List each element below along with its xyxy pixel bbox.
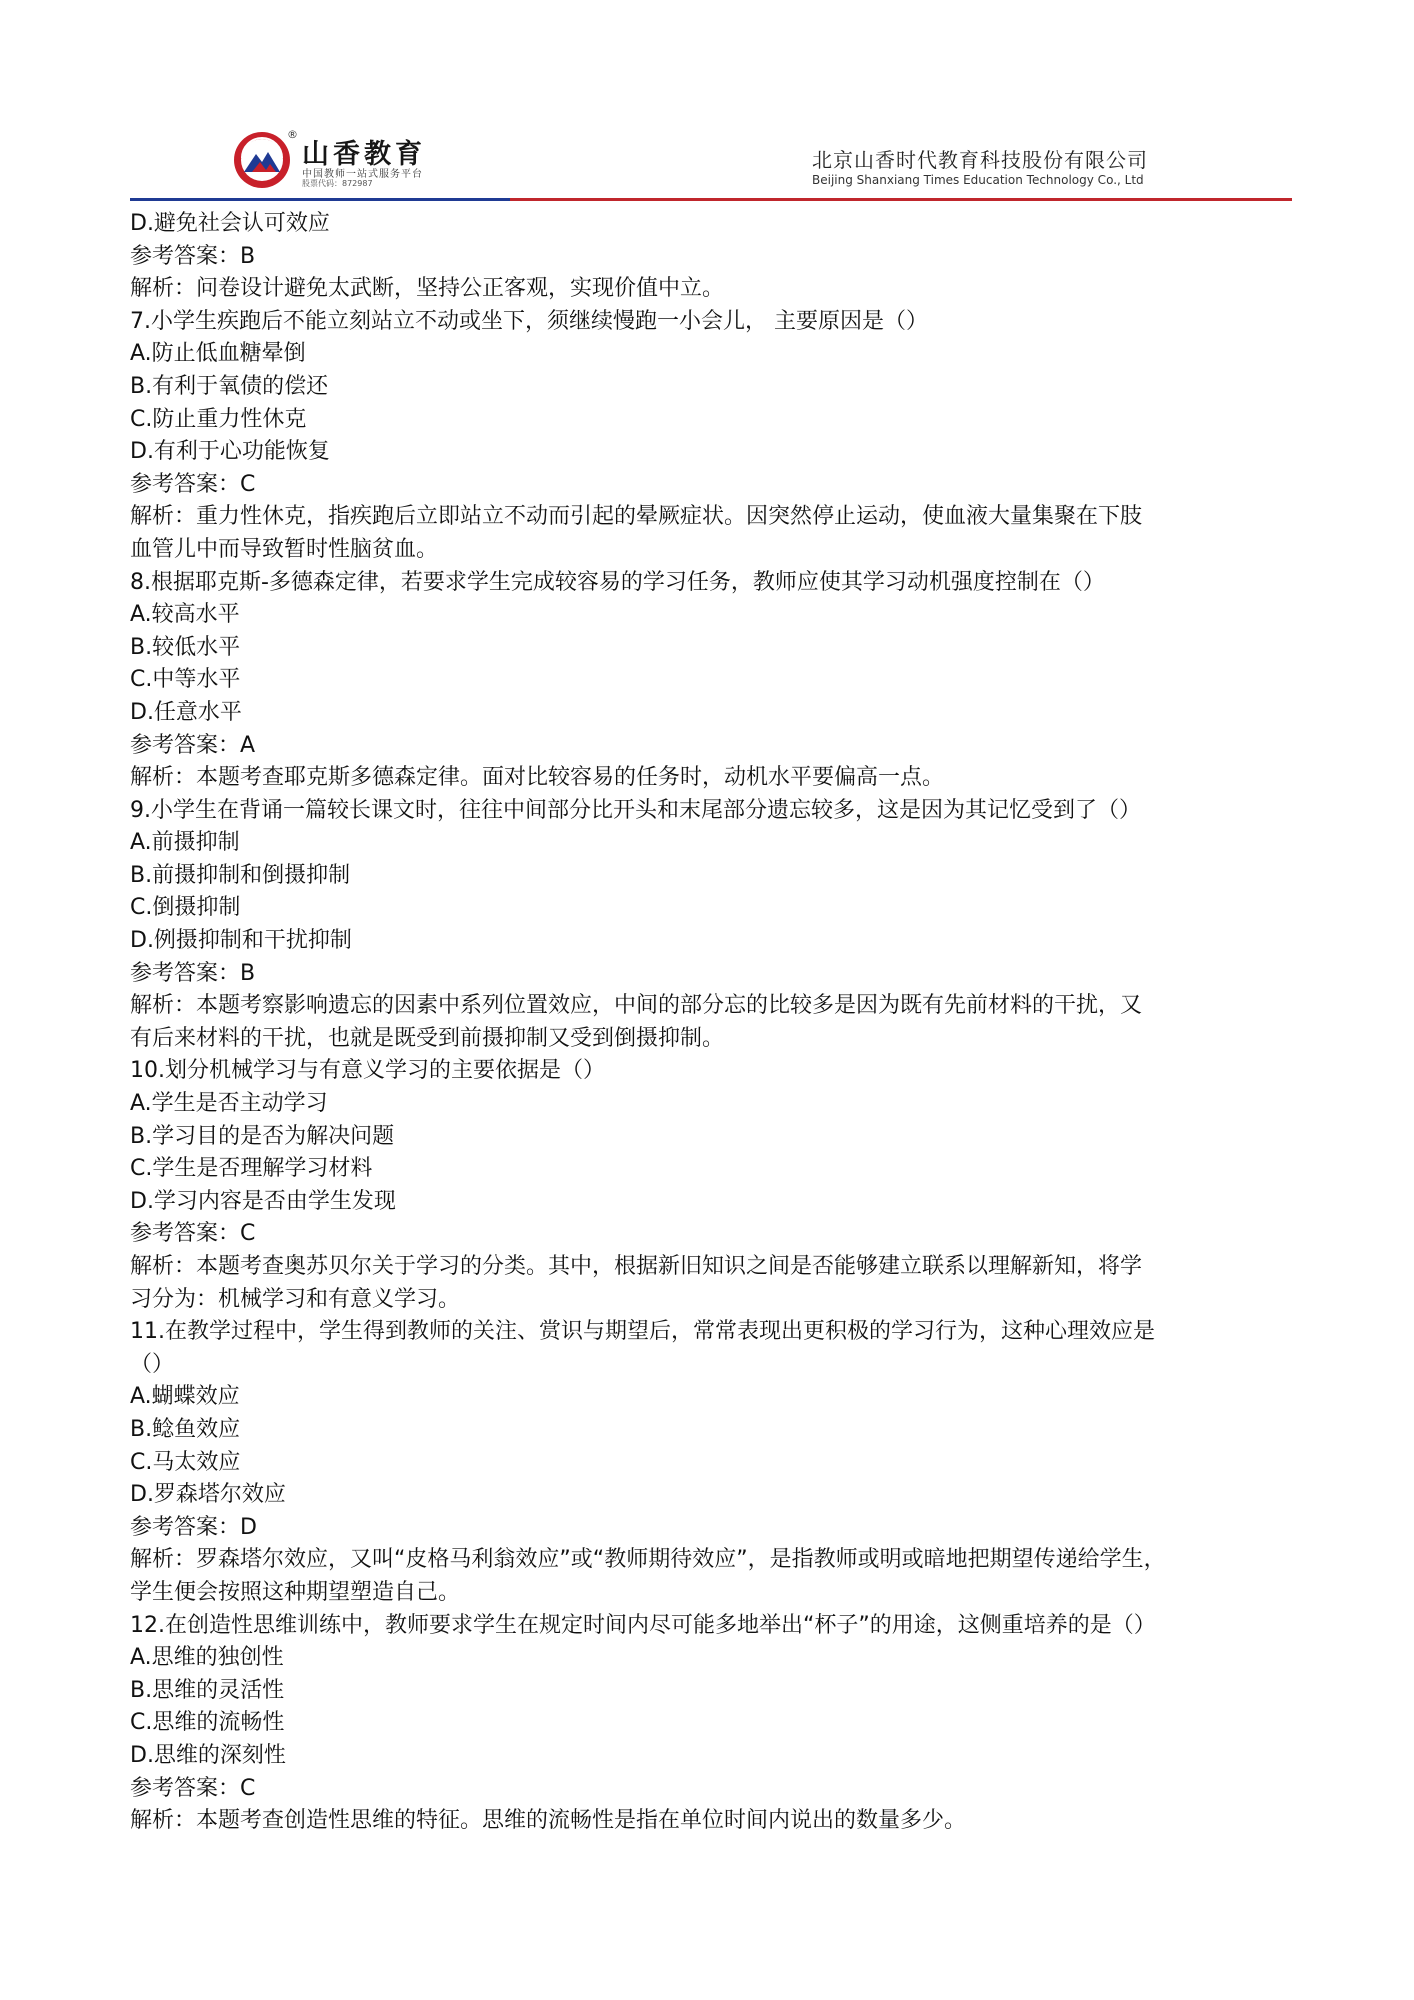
- text-line: C.学生是否理解学习材料: [130, 1156, 373, 1182]
- text-line: 11.在教学过程中，学生得到教师的关注、赏识与期望后，常常表现出更积极的学习行为，这种心理效应是: [130, 1319, 1155, 1345]
- page-header: [0, 0, 1414, 205]
- text-line: 7.小学生疾跑后不能立刻站立不动或坐下，须继续慢跑一小会儿， 主要原因是（）: [130, 308, 928, 334]
- text-line: A.前摄抑制: [130, 830, 240, 856]
- text-line: （）: [130, 1351, 175, 1377]
- stock-code: 股票代码：872987: [302, 179, 373, 188]
- brand-name: 山香教育: [302, 139, 426, 170]
- text-line: A.蝴蝶效应: [130, 1384, 240, 1410]
- text-line: 参考答案：C: [130, 471, 256, 497]
- text-line: 学生便会按照这种期望塑造自己。: [130, 1579, 461, 1605]
- text-line: 习分为：机械学习和有意义学习。: [130, 1286, 461, 1312]
- text-line: B.前摄抑制和倒摄抑制: [130, 862, 351, 888]
- text-line: 参考答案：B: [130, 960, 256, 986]
- text-line: 解析：本题考查创造性思维的特征。思维的流畅性是指在单位时间内说出的数量多少。: [130, 1808, 967, 1834]
- text-line: 有后来材料的干扰，也就是既受到前摄抑制又受到倒摄抑制。: [130, 1025, 725, 1051]
- text-line: 参考答案：B: [130, 243, 256, 269]
- text-line: B.较低水平: [130, 634, 241, 660]
- company-name-cn: 北京山香时代教育科技股份有限公司: [812, 148, 1148, 172]
- text-line: 12.在创造性思维训练中，教师要求学生在规定时间内尽可能多地举出“杯子”的用途，这侧重培养的是（）: [130, 1612, 1156, 1638]
- text-line: D.罗森塔尔效应: [130, 1482, 286, 1508]
- text-line: 血管儿中而导致暂时性脑贫血。: [130, 536, 439, 562]
- header-rule-blue: [130, 198, 510, 201]
- text-line: B.有利于氧债的偿还: [130, 373, 329, 399]
- text-line: 解析：重力性休克，指疾跑后立即站立不动而引起的晕厥症状。因突然停止运动，使血液大量集聚在下肢: [130, 504, 1143, 530]
- text-line: D.有利于心功能恢复: [130, 439, 330, 465]
- text-line: D.学习内容是否由学生发现: [130, 1188, 396, 1214]
- text-line: B.学习目的是否为解决问题: [130, 1123, 395, 1149]
- text-line: 10.划分机械学习与有意义学习的主要依据是（）: [130, 1058, 605, 1084]
- document-body: [130, 208, 1290, 1838]
- text-line: C.倒摄抑制: [130, 895, 241, 921]
- text-line: 解析：本题考查奥苏贝尔关于学习的分类。其中，根据新旧知识之间是否能够建立联系以理解新知，将学: [130, 1254, 1143, 1279]
- text-line: 解析：问卷设计避免太武断，坚持公正客观，实现价值中立。: [130, 276, 725, 302]
- text-line: D.任意水平: [130, 699, 242, 725]
- text-line: 8.根据耶克斯-多德森定律，若要求学生完成较容易的学习任务，教师应使其学习动机强度控制在（）: [130, 569, 1105, 595]
- text-line: 解析：本题考查耶克斯多德森定律。面对比较容易的任务时，动机水平要偏高一点。: [130, 765, 945, 791]
- text-line: C.思维的流畅性: [130, 1710, 285, 1736]
- company-name-en: Beijing Shanxiang Times Education Technology Co., Ltd: [812, 173, 1144, 187]
- text-line: A.学生是否主动学习: [130, 1091, 328, 1117]
- text-line: 参考答案：A: [130, 732, 256, 758]
- text-line: 参考答案：D: [130, 1514, 257, 1540]
- text-line: C.防止重力性休克: [130, 406, 307, 432]
- brand-subtitle: 中国教师一站式服务平台: [302, 169, 423, 180]
- text-line: 参考答案：C: [130, 1221, 256, 1247]
- text-line: C.马太效应: [130, 1449, 241, 1475]
- text-line: D.例摄抑制和干扰抑制: [130, 928, 352, 954]
- text-line: A.较高水平: [130, 602, 240, 628]
- mountain-logo-icon: [232, 130, 292, 190]
- text-line: 解析：罗森塔尔效应，又叫“皮格马利翁效应”或“教师期待效应”，是指教师或明或暗地把期望传递给学生，: [130, 1547, 1166, 1573]
- text-line: D.思维的深刻性: [130, 1742, 286, 1768]
- text-line: B.鲶鱼效应: [130, 1416, 241, 1442]
- registered-mark: ®: [287, 128, 298, 141]
- text-line: C.中等水平: [130, 667, 241, 693]
- text-line: A.思维的独创性: [130, 1645, 284, 1671]
- text-line: 9.小学生在背诵一篇较长课文时，往往中间部分比开头和末尾部分遗忘较多，这是因为其记忆受到了（）: [130, 797, 1141, 823]
- text-line: A.防止低血糖晕倒: [130, 341, 306, 367]
- header-rule-red: [510, 198, 1292, 201]
- text-line: B.思维的灵活性: [130, 1677, 285, 1703]
- text-line: D.避免社会认可效应: [130, 211, 330, 236]
- text-line: 解析：本题考察影响遗忘的因素中系列位置效应，中间的部分忘的比较多是因为既有先前材料的干扰，又: [130, 993, 1143, 1019]
- text-line: 参考答案：C: [130, 1775, 256, 1801]
